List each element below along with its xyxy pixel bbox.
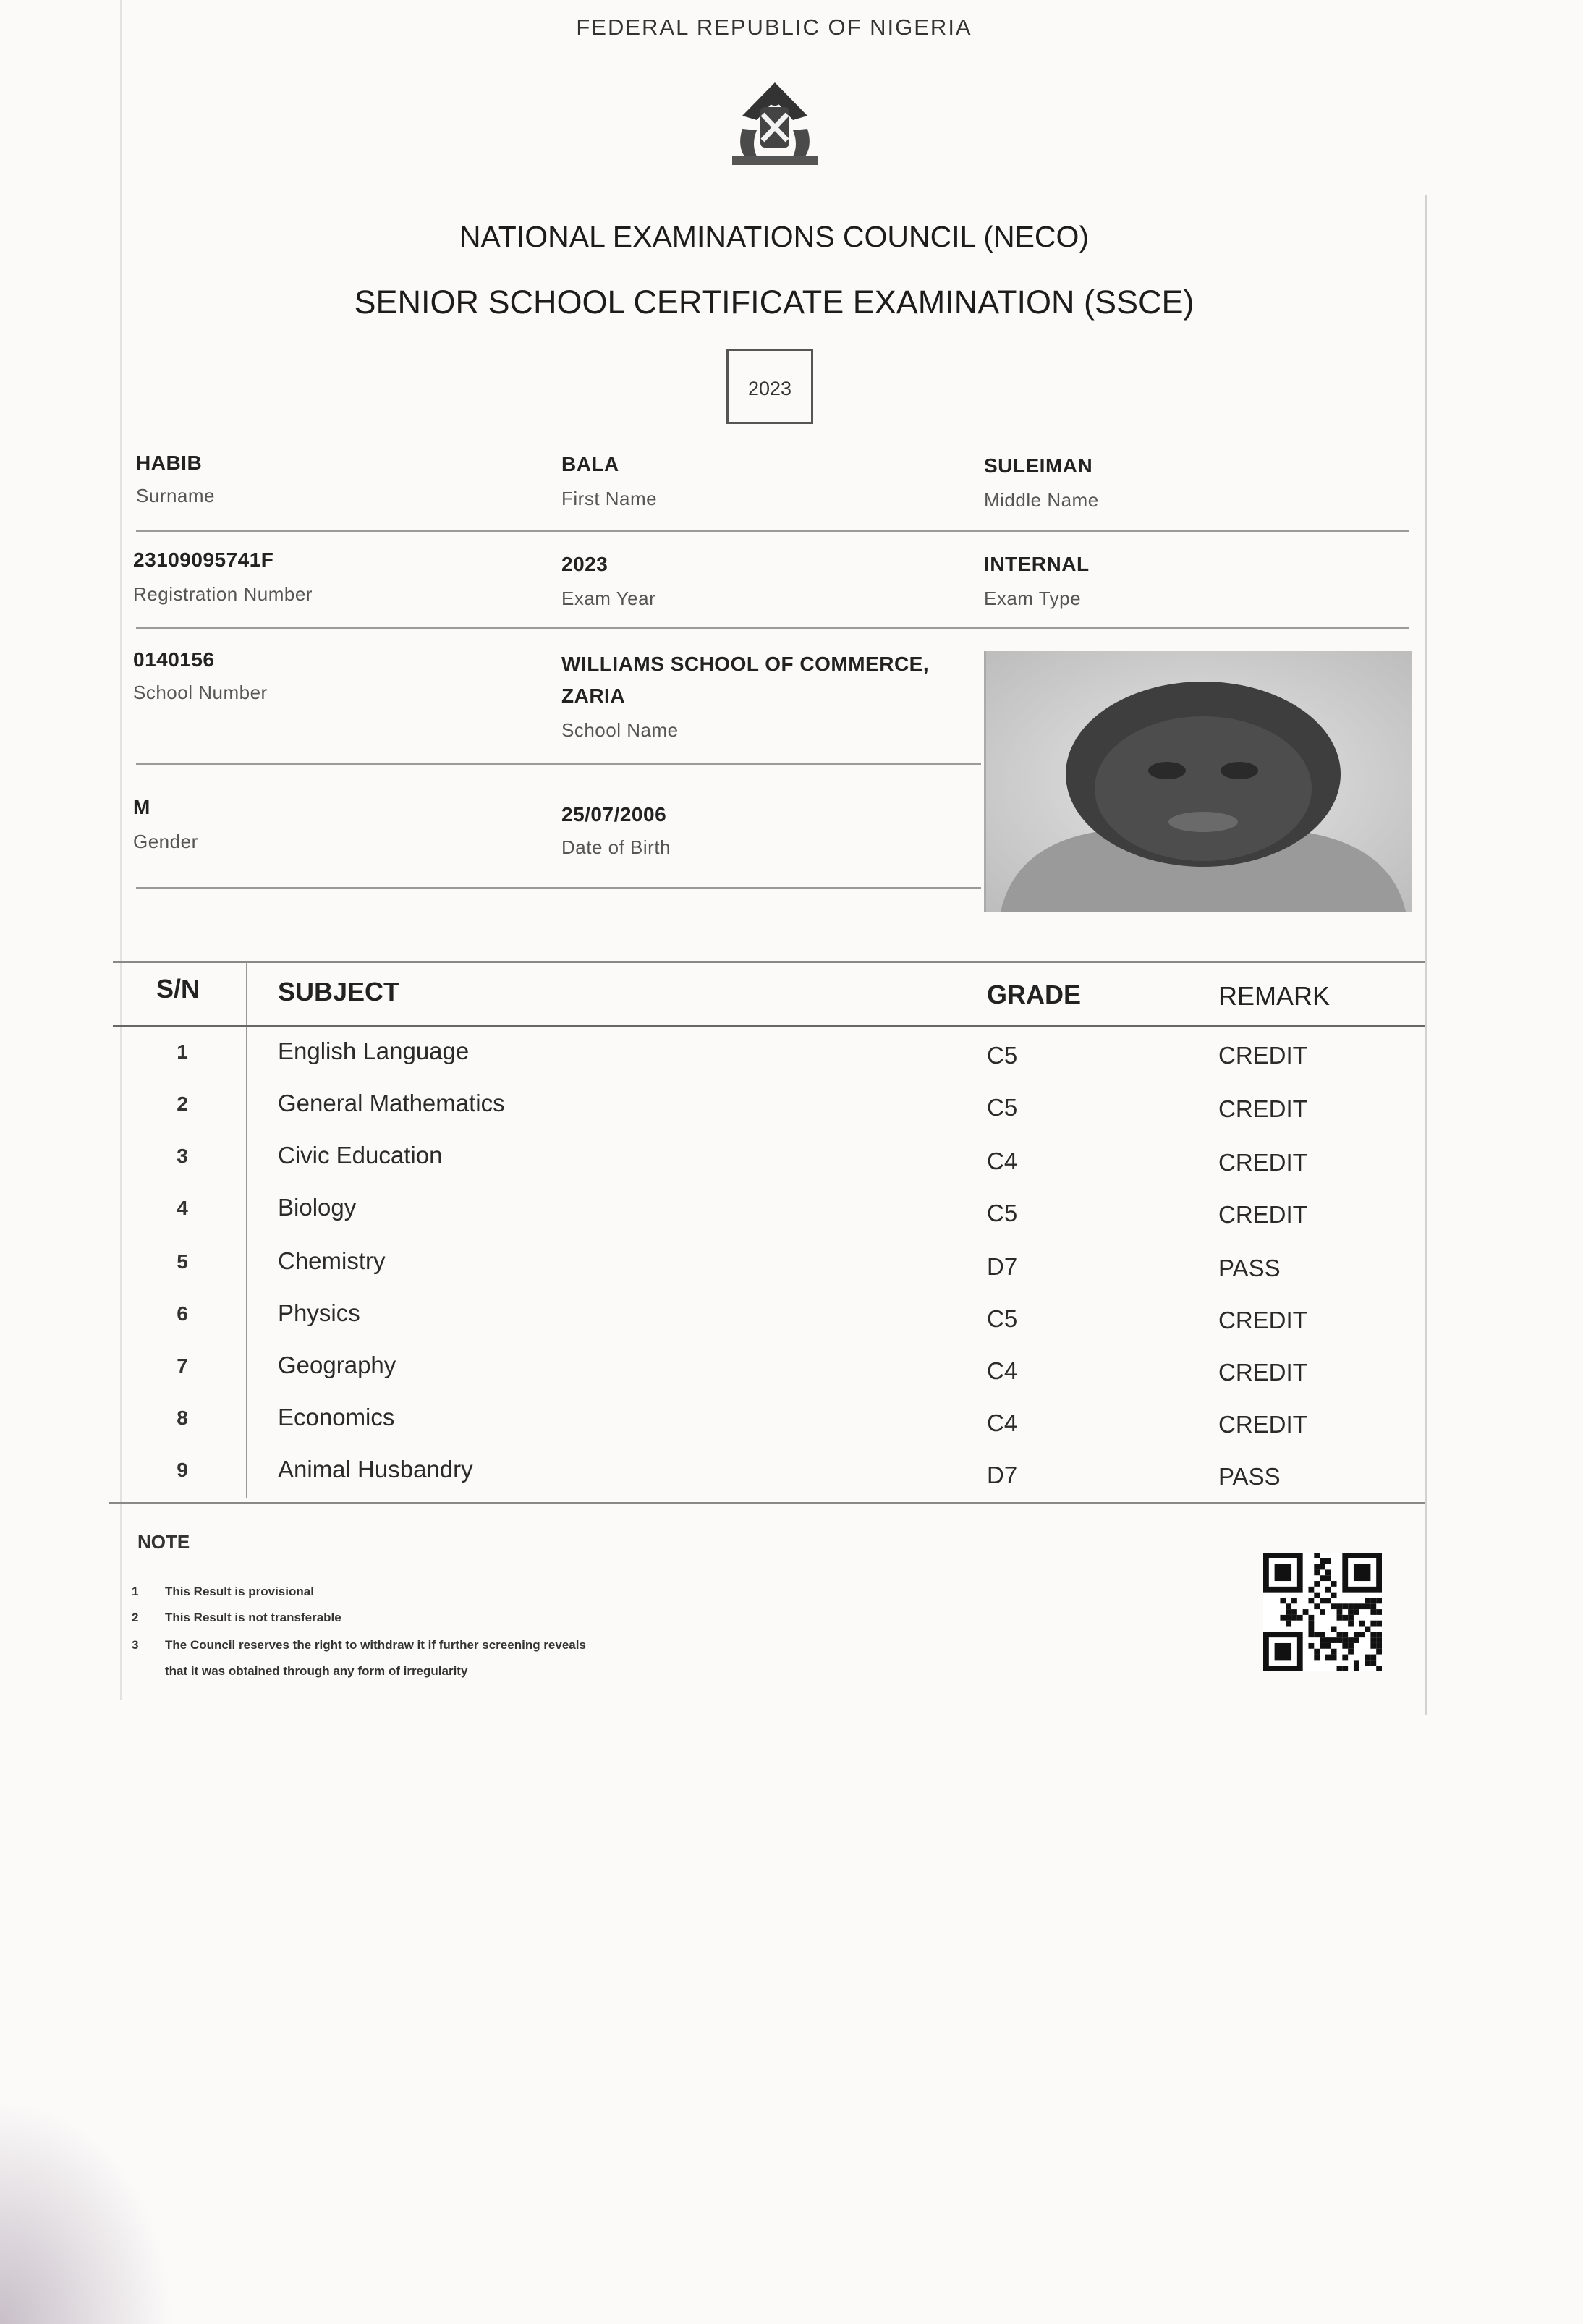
row-grade: C4 [987, 1357, 1018, 1384]
row-sn: 7 [177, 1354, 188, 1377]
row-remark: CREDIT [1218, 1149, 1307, 1176]
row-remark: CREDIT [1218, 1201, 1307, 1228]
note-item-1-text: This Result is provisional [165, 1585, 314, 1598]
candidate-photo [984, 651, 1412, 912]
exam-type-label: Exam Type [984, 588, 1082, 609]
row-remark: CREDIT [1218, 1307, 1307, 1333]
note-item-3-text: The Council reserves the right to withdraw it if further screening reveals [165, 1638, 586, 1652]
council-title: NATIONAL EXAMINATIONS COUNCIL (NECO) [459, 220, 1090, 253]
country-title: FEDERAL REPUBLIC OF NIGERIA [576, 14, 972, 40]
registration-number-label: Registration Number [133, 583, 313, 605]
exam-type-value: INTERNAL [984, 553, 1090, 575]
row-subject: English Language [278, 1038, 470, 1064]
table-top-border [113, 961, 1425, 963]
row-grade: C5 [987, 1305, 1018, 1332]
year-box: 2023 [726, 349, 813, 424]
date-of-birth-label: Date of Birth [561, 836, 671, 858]
qr-code [1263, 1553, 1382, 1671]
row-sn: 6 [177, 1302, 188, 1325]
info-divider-1 [136, 530, 1409, 532]
row-subject: Civic Education [278, 1142, 443, 1169]
school-name-line1: WILLIAMS SCHOOL OF COMMERCE, [561, 653, 930, 675]
grade-header: GRADE [987, 980, 1082, 1009]
note-title: NOTE [137, 1531, 190, 1553]
note-item-3-continuation: that it was obtained through any form of irregularity [165, 1664, 468, 1678]
table-sn-divider [246, 962, 247, 1498]
row-sn: 1 [177, 1040, 188, 1063]
remark-header: REMARK [1218, 981, 1331, 1011]
row-subject: Geography [278, 1352, 396, 1378]
school-number-label: School Number [133, 682, 268, 703]
info-divider-3 [136, 763, 981, 765]
row-grade: C5 [987, 1094, 1018, 1121]
row-grade: C4 [987, 1409, 1018, 1436]
school-name-line2: ZARIA [561, 684, 626, 707]
row-remark: CREDIT [1218, 1411, 1307, 1438]
right-border-line [1425, 195, 1427, 1715]
row-grade: C4 [987, 1148, 1018, 1174]
school-number-value: 0140156 [133, 648, 215, 671]
gender-value: M [133, 796, 150, 818]
row-remark: PASS [1218, 1255, 1281, 1281]
row-subject: Chemistry [278, 1247, 386, 1274]
row-grade: C5 [987, 1042, 1018, 1069]
surname-value: HABIB [136, 451, 203, 474]
school-name-label: School Name [561, 719, 679, 741]
paper-edge-shadow [0, 2098, 174, 2324]
table-header-border [113, 1025, 1425, 1027]
row-grade: C5 [987, 1200, 1018, 1226]
left-border-line [120, 0, 122, 1700]
row-grade: D7 [987, 1462, 1018, 1488]
row-sn: 3 [177, 1145, 188, 1167]
row-subject: Economics [278, 1404, 395, 1430]
row-sn: 4 [177, 1197, 188, 1219]
row-remark: CREDIT [1218, 1042, 1307, 1069]
sn-header: S/N [156, 974, 200, 1004]
row-remark: PASS [1218, 1463, 1281, 1490]
row-remark: CREDIT [1218, 1359, 1307, 1386]
row-subject: Biology [278, 1194, 357, 1221]
row-sn: 5 [177, 1250, 188, 1273]
registration-number-value: 23109095741F [133, 548, 274, 571]
row-subject: Physics [278, 1299, 360, 1326]
gender-label: Gender [133, 831, 198, 852]
note-item-2-number: 2 [132, 1611, 139, 1624]
info-divider-4 [136, 887, 981, 889]
middle-name-value: SULEIMAN [984, 454, 1093, 477]
row-subject: General Mathematics [278, 1090, 505, 1116]
date-of-birth-value: 25/07/2006 [561, 803, 667, 826]
surname-label: Surname [136, 485, 215, 506]
exam-title: SENIOR SCHOOL CERTIFICATE EXAMINATION (SSCE) [354, 284, 1194, 321]
info-divider-2 [136, 627, 1409, 629]
row-remark: CREDIT [1218, 1095, 1307, 1122]
row-sn: 8 [177, 1407, 188, 1429]
note-item-3-number: 3 [132, 1638, 139, 1652]
exam-year-value: 2023 [561, 553, 608, 575]
middle-name-label: Middle Name [984, 489, 1099, 511]
row-sn: 9 [177, 1459, 188, 1481]
first-name-value: BALA [561, 453, 619, 475]
row-subject: Animal Husbandry [278, 1456, 473, 1483]
exam-year-label: Exam Year [561, 588, 656, 609]
table-bottom-border [109, 1502, 1425, 1504]
subject-header: SUBJECT [278, 977, 400, 1006]
note-item-1-number: 1 [132, 1585, 139, 1598]
note-item-2-text: This Result is not transferable [165, 1611, 341, 1624]
coat-of-arms-logo [721, 78, 829, 171]
first-name-label: First Name [561, 488, 658, 509]
row-grade: D7 [987, 1253, 1018, 1280]
row-sn: 2 [177, 1093, 188, 1115]
